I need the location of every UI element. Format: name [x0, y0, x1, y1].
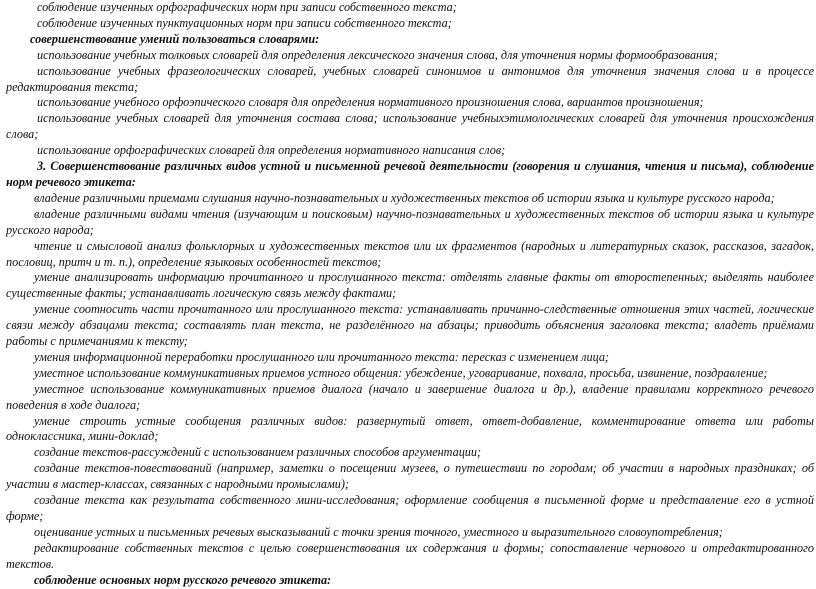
paragraph: создание текстов-рассуждений с использованием различных способов аргументации;: [34, 445, 482, 460]
paragraph: умение строить устные сообщения различных видов: развернутый ответ, ответ-добавление, комментирование ответа или работы одноклассника, мини-доклад;: [6, 413, 814, 444]
paragraph: уместное использование коммуникативных приемов диалога (начало и завершение диалога и др.), владение правилами корректного речевого поведения в ходе диалога;: [6, 381, 814, 412]
paragraph: владение различными видами чтения (изучающим и поисковым) научно-познавательных и художественных текстов об истории языка и культуре русского народа;: [6, 206, 814, 237]
paragraph: уместное использование коммуникативных приемов устного общения: убеждение, уговаривание, похвала, просьба, извинение, поздравление;: [34, 365, 768, 380]
paragraph: создание текста как результата собственного мини-исследования; оформление сообщения в письменной форме и представление его в устной форме;: [6, 493, 814, 523]
paragraph: использование учебного орфоэпического словаря для определения нормативного произношения слова, вариантов произношения;: [37, 95, 704, 110]
paragraph: создание текстов-повествований (например, заметки о посещении музеев, о путешествии по городам; об участии в народных праздниках; об участии в мастер-классах, связанных с народными промыслами);: [6, 461, 814, 492]
paragraph: умения информационной переработки прослушанного или прочитанного текста: пересказ с изменением лица;: [34, 349, 609, 364]
paragraph: редактирование собственных текстов с целью совершенствования их содержания и формы; сопоставление чернового и отредактированного текстов.: [6, 540, 814, 571]
section-heading: 3. Совершенствование различных видов устной и письменной речевой деятельности (говорения и слушания, чтения и письма), соблюдение норм речевого этикета:: [6, 159, 814, 189]
paragraph: соблюдение изученных орфографических норм при записи собственного текста;: [37, 0, 457, 14]
paragraph: чтение и смысловой анализ фольклорных и художественных текстов или их фрагментов (народных и литературных сказок, рассказов, загадок, пословиц, притч и т. п.), определение языковых особенностей текстов;: [6, 238, 814, 269]
paragraph: использование учебных фразеологических словарей, учебных словарей синонимов и антонимов для уточнения значения слова и в процессе редактирования текста;: [6, 63, 814, 94]
paragraph: использование орфографических словарей для определения нормативного написания слов;: [37, 143, 506, 158]
section-heading: совершенствование умений пользоваться словарями:: [30, 31, 320, 46]
section-heading: соблюдение основных норм русского речевого этикета:: [34, 572, 332, 587]
paragraph: владение различными приемами слушания научно-познавательных и художественных текстов об истории языка и культуре русского народа;: [34, 190, 775, 205]
paragraph: умение анализировать информацию прочитанного и прослушанного текста: отделять главные факты от второстепенных; выделять наиболее существенные факты; устанавливать логическую связь между фактами;: [6, 270, 814, 301]
paragraph: использование учебных словарей для уточнения состава слова; использование учебныхэтимологических словарей для уточнения происхождения слова;: [6, 111, 814, 142]
paragraph: соблюдение изученных пунктуационных норм при записи собственного текста;: [37, 15, 452, 30]
paragraph: оценивание устных и письменных речевых высказываний с точки зрения точного, уместного и выразительного словоупотребления;: [34, 524, 723, 539]
document-body: [6, 0, 814, 589]
paragraph: использование учебных толковых словарей для определения лексического значения слова, для уточнения нормы формообразования;: [37, 47, 718, 62]
paragraph: умение соотносить части прочитанного или прослушанного текста: устанавливать причинно-следственные отношения этих частей, логические связи между абзацами текста; составлять план текста, не разделённого на абзацы; приводить объяснения заголовка текста; владеть приёмами работы с примечаниями к тексту;: [6, 302, 814, 349]
